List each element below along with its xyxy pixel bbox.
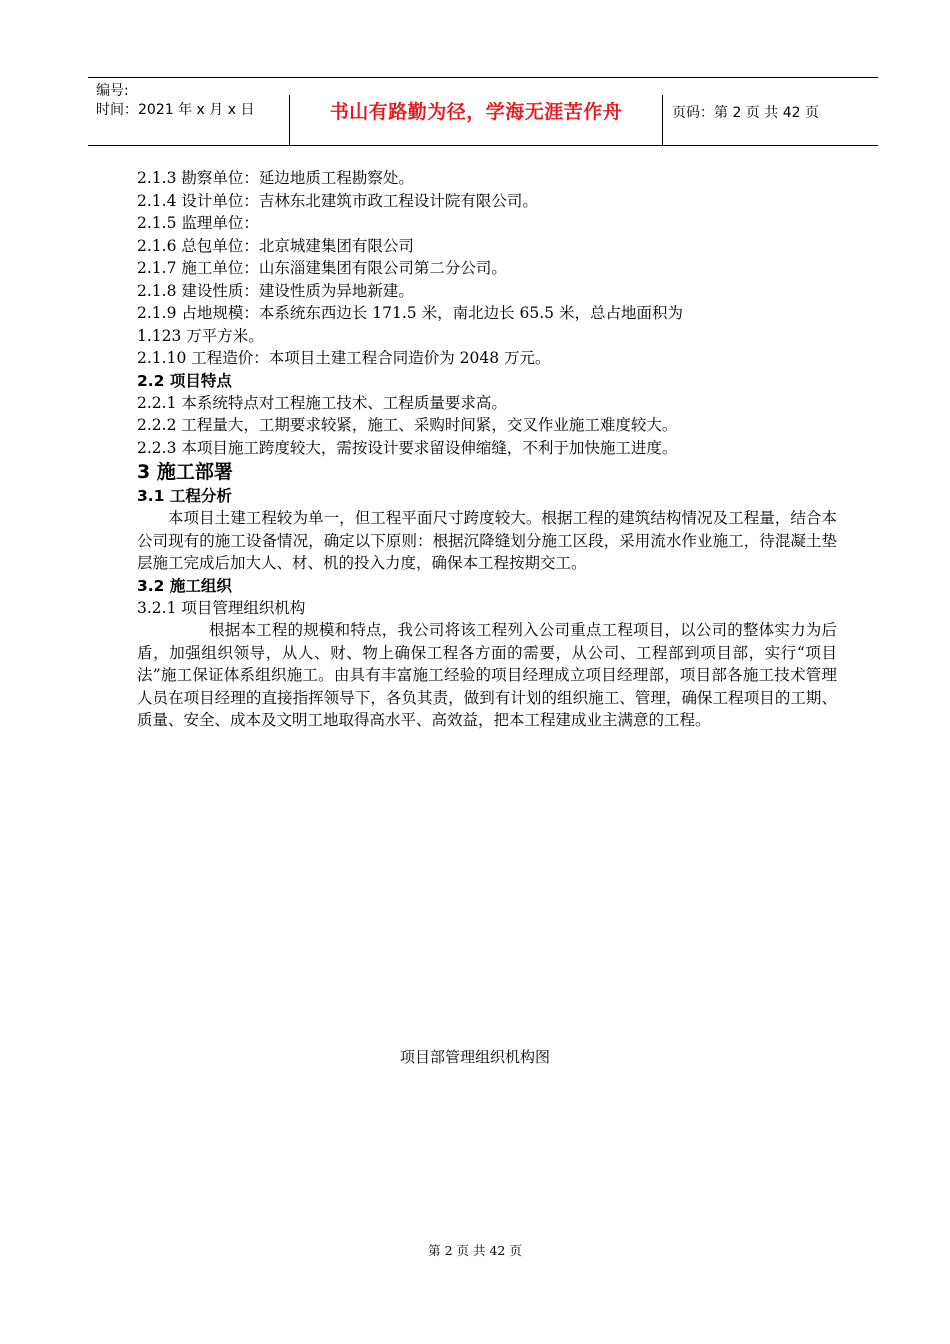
body-line: 2.2.2 工程量大，工期要求较紧，施工、采购时间紧，交叉作业施工难度较大。 xyxy=(137,416,678,434)
header-divider xyxy=(662,95,663,145)
section-heading-3-2: 3.2 施工组织 xyxy=(137,576,232,595)
subsection-heading-3-2-1: 3.2.1 项目管理组织机构 xyxy=(137,598,306,617)
chapter-heading-3: 3 施工部署 xyxy=(137,461,233,483)
body-line: 2.1.9 占地规模：本系统东西边长 171.5 米，南北边长 65.5 米，总占地面积为 xyxy=(137,304,683,322)
header-meta xyxy=(96,82,291,120)
header-page-info: 页码：第 2 页 共 42 页 xyxy=(672,105,819,121)
header-motto: 书山有路勤为径，学海无涯苦作舟 xyxy=(329,101,623,123)
body-line: 2.1.7 施工单位：山东淄建集团有限公司第二分公司。 xyxy=(137,259,507,277)
document-date: 时间：2021 年 x 月 x 日 xyxy=(96,102,255,118)
body-line: 2.1.3 勘察单位：延边地质工程勘察处。 xyxy=(137,169,414,187)
section-heading-2-2: 2.2 项目特点 xyxy=(137,371,232,390)
page-footer: 第 2 页 共 42 页 xyxy=(428,1243,522,1258)
body-line: 2.2.1 本系统特点对工程施工技术、工程质量要求高。 xyxy=(137,393,507,412)
figure-caption: 项目部管理组织机构图 xyxy=(399,1048,550,1066)
paragraph-project-organization: 根据本工程的规模和特点，我公司将该工程列入公司重点工程项目，以公司的整体实力为后盾，加强组织领导，从人、财、物上确保工程各方面的需要，从公司、工程部到项目部，实行“项目法”施工保证体系组织施工。由具有丰富施工经验的项目经理成立项目经理部，项目部各施工技术管理人员在项目经理的直接指挥领导下，各负其责，做到有计划的组织施工、管理，确保工程项目的工期、质量、安全、成本及文明工地取得高水平、高效益，把本工程建成业主满意的工程。 xyxy=(137,621,837,729)
page-header xyxy=(88,77,878,146)
body-line: 2.1.6 总包单位：北京城建集团有限公司 xyxy=(137,236,414,255)
paragraph-engineering-analysis: 本项目土建工程较为单一，但工程平面尺寸跨度较大。根据工程的建筑结构情况及工程量，结合本公司现有的施工设备情况，确定以下原则：根据沉降缝划分施工区段，采用流水作业施工，待混凝土垫层施工完成后加大人、材、机的投入力度，确保本工程按期交工。 xyxy=(137,509,837,572)
body-line: 2.1.10 工程造价：本项目土建工程合同造价为 2048 万元。 xyxy=(137,349,551,367)
document-body xyxy=(137,167,837,732)
body-line: 2.1.5 监理单位： xyxy=(137,214,259,232)
body-line: 2.1.8 建设性质：建设性质为异地新建。 xyxy=(137,281,414,300)
section-heading-3-1: 3.1 工程分析 xyxy=(137,487,232,505)
body-line: 2.1.4 设计单位：吉林东北建筑市政工程设计院有限公司。 xyxy=(137,191,538,210)
document-number-label: 编号: xyxy=(96,83,129,99)
body-line: 1.123 万平方米。 xyxy=(137,326,264,345)
body-line: 2.2.3 本项目施工跨度较大，需按设计要求留设伸缩缝，不利于加快施工进度。 xyxy=(137,438,678,457)
